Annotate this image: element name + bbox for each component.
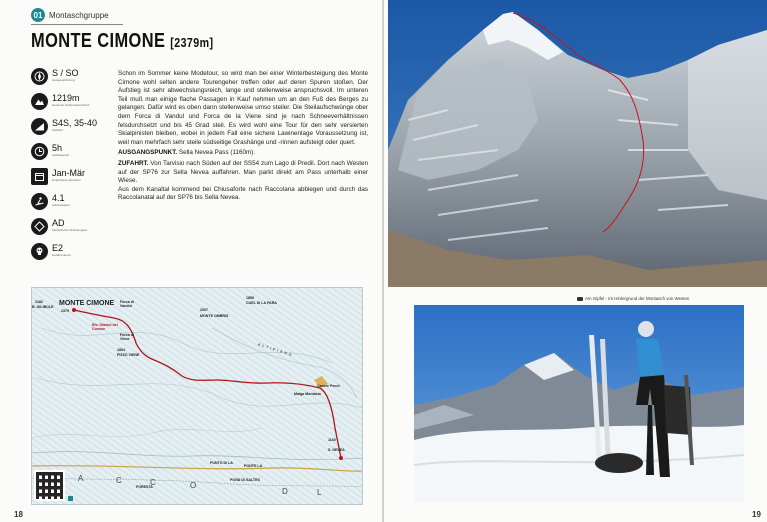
compass-icon: [31, 68, 48, 85]
right-page: [384, 0, 767, 522]
start-label: AUSGANGSPUNKT.: [118, 149, 178, 157]
stat-value: AD: [52, 218, 65, 228]
stat-label: Aufstiegszeit: [52, 153, 70, 157]
access-paragraph: [118, 160, 368, 186]
access-label: ZUFAHRT.: [118, 159, 149, 167]
map-label-pont-saltes: POND DI SALTES: [230, 478, 260, 482]
stat-label: Gefahrenlevel: [52, 253, 71, 257]
map-label-letter-c2: C: [150, 478, 156, 487]
map-label-left-name: B. GILIBOLE: [32, 305, 54, 309]
map-label-letter-o: O: [190, 481, 197, 490]
section-number-badge: 01: [31, 8, 45, 22]
caption-text: Am Gipfel - Im Hintergrund der Montasch von Westen: [585, 296, 690, 301]
map-label-monte-cimone: MONTE CIMONE: [59, 300, 115, 307]
stat-label: Empfohlene Zeitraum: [52, 178, 81, 182]
camera-icon: [577, 297, 583, 301]
stat-difficulty: [31, 193, 111, 218]
map-label-letter-a: A: [78, 474, 84, 483]
map-terrain: [32, 288, 363, 505]
map-label-casere: Casere Pecol: [317, 384, 340, 388]
stat-value: S / SO: [52, 68, 79, 78]
stat-value: 1219m: [52, 93, 80, 103]
stat-season: [31, 168, 111, 193]
map-label-ombris-elev: 2007: [200, 308, 208, 312]
slope-icon: [31, 118, 48, 135]
map-label-bivacco: Biv. Gianlui del Cimone: [92, 323, 118, 331]
route-map: [31, 287, 363, 505]
tour-description: [118, 70, 368, 205]
ad-badge-icon: [31, 218, 48, 235]
map-label-left-elev: 2182: [35, 300, 43, 304]
stat-label: Alpinistische Schwierigkeit: [52, 228, 88, 232]
access-text: Von Tarvisio nach Süden auf der SS54 zum Lago di Predil. Dort nach Westen auf der SP76 zur Sella Nevea auffahren. Man parkt direkt am Pass unterhalb einer Wiese.: [118, 159, 369, 185]
header-divider: [31, 24, 123, 25]
stat-value: Jan-Mär: [52, 168, 86, 178]
title-main: MONTE CIMONE: [31, 30, 166, 52]
stat-value: E2: [52, 243, 64, 253]
map-label-foresta: FORESTA: [136, 485, 153, 489]
map-label-punto-di-la: PUNTO DI LA: [210, 461, 233, 465]
map-label-forca-viene: Forca di Viene: [120, 333, 134, 341]
summit-photo: [414, 305, 744, 502]
map-label-letter-c: C: [116, 476, 122, 485]
stat-value: 4.1: [52, 193, 65, 203]
map-label-letter-d: D: [282, 487, 288, 496]
map-label-pizzo-viene: PIZZO VIENE: [117, 353, 140, 357]
map-label-ponte-la: PONTE LA: [244, 464, 263, 468]
stat-aspect: [31, 68, 111, 93]
mountain-photo: [388, 0, 767, 287]
access-paragraph-2: Aus dem Kanaltal kommend bei Chiusaforte nach Raccolana abbiegen und durch das Raccolanatal auf der SP76 bis Sella Nevea.: [118, 185, 368, 202]
section-name: Montaschgruppe: [49, 10, 109, 20]
stat-value: 5h: [52, 143, 63, 153]
map-label-sella-nevea: S. NEVEA: [328, 448, 345, 452]
stat-label: Gesamte Höhenunterschied: [52, 103, 90, 107]
stat-steepness: [31, 118, 111, 143]
start-point-paragraph: [118, 149, 368, 158]
start-text: Sella Nevea Pass (1160m).: [178, 149, 256, 157]
map-label-cimone-elev: 2379: [61, 309, 69, 313]
left-page: [0, 0, 382, 522]
page-number: 19: [752, 510, 761, 519]
tour-stats: [31, 68, 111, 268]
map-label-sella-elev: 1160: [328, 438, 336, 442]
stat-time: [31, 143, 111, 168]
stat-danger: [31, 243, 111, 268]
map-label-altipiano: ALTIPIANO: [257, 342, 294, 358]
stat-label: Hangausrichtung: [52, 78, 75, 82]
skier-icon: [31, 193, 48, 210]
map-label-monte-ombris: MONTE OMBRIS: [200, 314, 229, 318]
map-label-cuel-name: CUEL DI LA PARA: [246, 301, 277, 305]
qr-code[interactable]: [34, 470, 65, 501]
skull-icon: [31, 243, 48, 260]
page-title: [31, 30, 213, 53]
page-number: 18: [14, 510, 23, 519]
map-accent-badge: [68, 496, 73, 501]
calendar-icon: [31, 168, 48, 185]
stat-alpine-difficulty: [31, 218, 111, 243]
stat-label: Schwierigkeit: [52, 203, 70, 207]
route-line: [74, 310, 341, 458]
map-label-forca-vandul: Forca di Vandul: [120, 300, 134, 308]
clock-icon: [31, 143, 48, 160]
title-elevation: [2379m]: [170, 35, 214, 50]
stat-value: S4S, 35-40: [52, 118, 98, 128]
section-tag: [31, 8, 109, 22]
photo-caption: [577, 296, 689, 301]
map-label-letter-l: L: [317, 488, 322, 497]
stat-label: Steilheit: [52, 128, 63, 132]
map-label-pizzo-viene-elev: 1864: [117, 348, 125, 352]
map-label-malga-montasio: Malga Montasio: [294, 392, 321, 396]
stat-elevation: [31, 93, 111, 118]
elevation-icon: [31, 93, 48, 110]
map-label-cuel-elev: 1859: [246, 296, 254, 300]
intro-paragraph: Schon im Sommer keine Modetour, so wird man bei einer Winterbesteigung des Monte Cimone wohl selten andere Tourengeher treffen oder auf deren Spuren stoßen. Der Aufstieg ist sehr abwechslungsreich, lange und stellenweise anspruchsvoll. Im unteren Teil muß man einige flache Passagen in Kauf nehmen um an den Fuß des Berges zu gelangen. Dafür wird es oben dann stellenweise umso steiler. Die Steilaufschwünge ober dem Forca di Vandul und Forca de la Viene sind je nach Schneeverhältnissen felsdurchsetzt und bis 45 Grad steil. Es wird wohl eine Tour für den sehr versierten Skialpinisten bleiben, wobei in jedem Fall eine sichere Lawinenlage Voraussetzung ist, weil man mehrfach sehr steile südseitige Grashänge und -rinnen aufsteigt oder quert.: [118, 70, 368, 146]
